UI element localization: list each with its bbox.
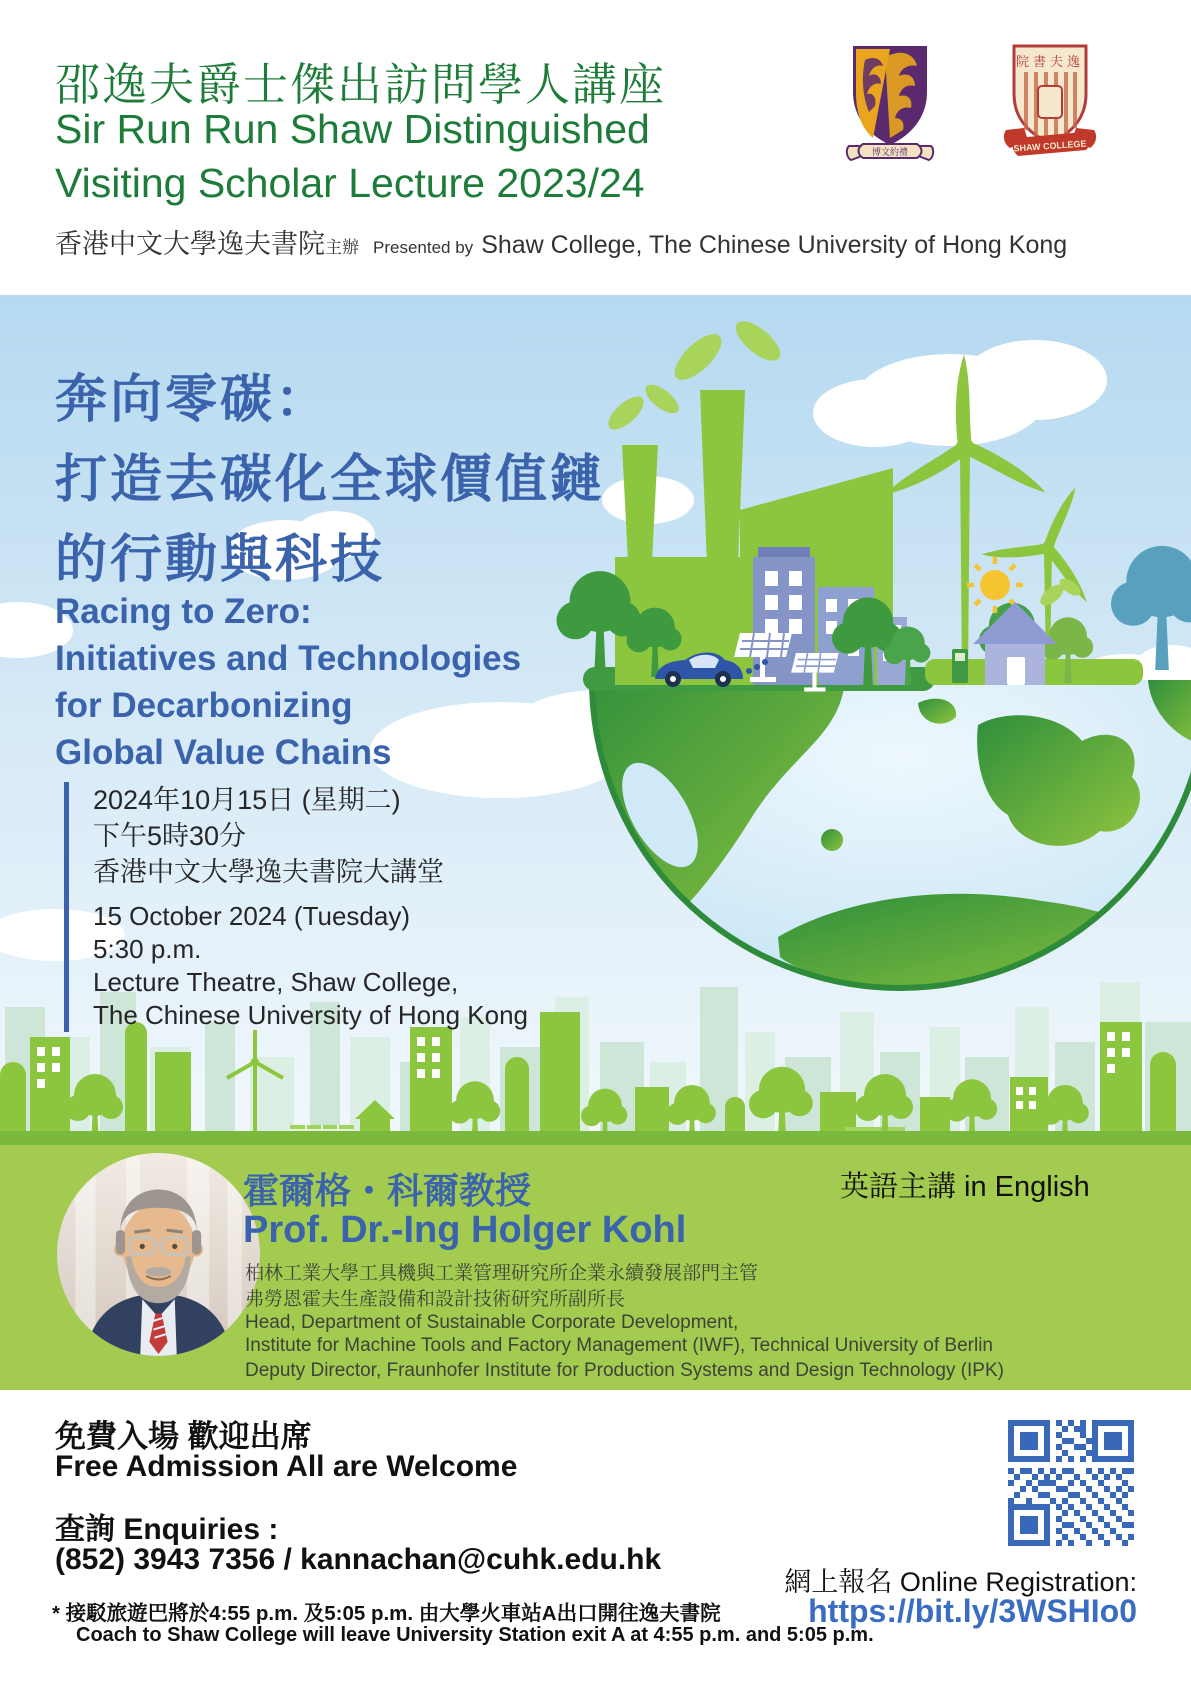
speaker-bio-zh-line2: 弗勞恩霍夫生產設備和設計技術研究所副所長 <box>245 1289 626 1310</box>
enquiries-contact[interactable]: (852) 3943 7356 / kannachan@cuhk.edu.hk <box>55 1543 662 1576</box>
poster-title-en-line2: Visiting Scholar Lecture 2023/24 <box>55 160 645 206</box>
speaker-name-zh: 霍爾格・科爾教授 <box>243 1170 532 1211</box>
cuhk-logo <box>843 42 937 164</box>
footnote-en: Coach to Shaw College will leave University Station exit A at 4:55 p.m. and 5:05 p.m. <box>76 1624 874 1646</box>
footnote-zh: * 接駁旅遊巴將於4:55 p.m. 及5:05 p.m. 由大學火車站A出口開往逸夫書院 <box>52 1602 721 1625</box>
event-venue-en-line1: Lecture Theatre, Shaw College, <box>93 967 459 997</box>
language-note: 英語主講 in English <box>840 1171 1090 1203</box>
presenter-zh: 香港中文大學逸夫書院 <box>55 229 325 259</box>
event-datetime-block <box>64 782 528 1032</box>
presenter-en: Shaw College, The Chinese University of Hong Kong <box>481 231 1068 259</box>
registration-label: 網上報名 Online Registration: <box>784 1567 1137 1597</box>
event-venue-zh: 香港中文大學逸夫書院大講堂 <box>93 857 444 887</box>
admission-zh: 免費入場 歡迎出席 <box>55 1419 312 1454</box>
registration-qr-code <box>1008 1420 1134 1546</box>
speaker-name-en: Prof. Dr.-Ing Holger Kohl <box>243 1209 687 1251</box>
presenter-zh-suffix: 主辦 <box>325 238 359 257</box>
event-time-zh: 下午5時30分 <box>93 821 247 851</box>
shaw-ribbon-text: SHAW COLLEGE <box>1013 138 1087 154</box>
poster-title-zh: 邵逸夫爵士傑出訪問學人講座 <box>55 59 667 110</box>
lecture-title-zh-line3: 的行動與科技 <box>55 531 386 589</box>
lecture-title-en-line1: Racing to Zero: <box>55 592 312 631</box>
speaker-bio-en-line1: Head, Department of Sustainable Corporate Development, <box>245 1312 739 1333</box>
event-date-en: 15 October 2024 (Tuesday) <box>93 901 410 931</box>
presented-by-line <box>55 222 1067 261</box>
lecture-title-en-line3: for Decarbonizing <box>55 686 353 725</box>
event-time-en: 5:30 p.m. <box>93 934 202 964</box>
lecture-title-en-line2: Initiatives and Technologies <box>55 639 522 678</box>
cuhk-motto-text: 博文約禮 <box>871 147 909 157</box>
speaker-bio-en-line3: Deputy Director, Fraunhofer Institute for Production Systems and Design Technology (IPK) <box>245 1360 1004 1381</box>
presented-by-label: Presented by <box>373 238 474 257</box>
speaker-photo <box>57 1153 260 1356</box>
lecture-title-en-line4: Global Value Chains <box>55 733 392 772</box>
event-date-zh: 2024年10月15日 (星期二) <box>93 785 401 815</box>
lecture-title-zh-line1: 奔向零碳： <box>55 371 331 429</box>
speaker-bio-en-line2: Institute for Machine Tools and Factory Management (IWF), Technical University of Berlin <box>245 1335 993 1356</box>
event-venue-en-line2: The Chinese University of Hong Kong <box>93 1000 529 1030</box>
speaker-bio-zh-line1: 柏林工業大學工具機與工業管理研究所企業永續發展部門主管 <box>245 1263 759 1284</box>
shaw-shield-chars: 院書夫逸 <box>1015 54 1085 69</box>
shaw-college-logo <box>1002 42 1098 166</box>
enquiries-label: 查詢 Enquiries : <box>55 1513 279 1546</box>
admission-en: Free Admission All are Welcome <box>55 1450 518 1483</box>
registration-url[interactable]: https://bit.ly/3WSHIo0 <box>808 1593 1137 1629</box>
poster-title-en-line1: Sir Run Run Shaw Distinguished <box>55 106 650 152</box>
lecture-title-zh-line2: 打造去碳化全球價值鏈 <box>55 451 606 509</box>
